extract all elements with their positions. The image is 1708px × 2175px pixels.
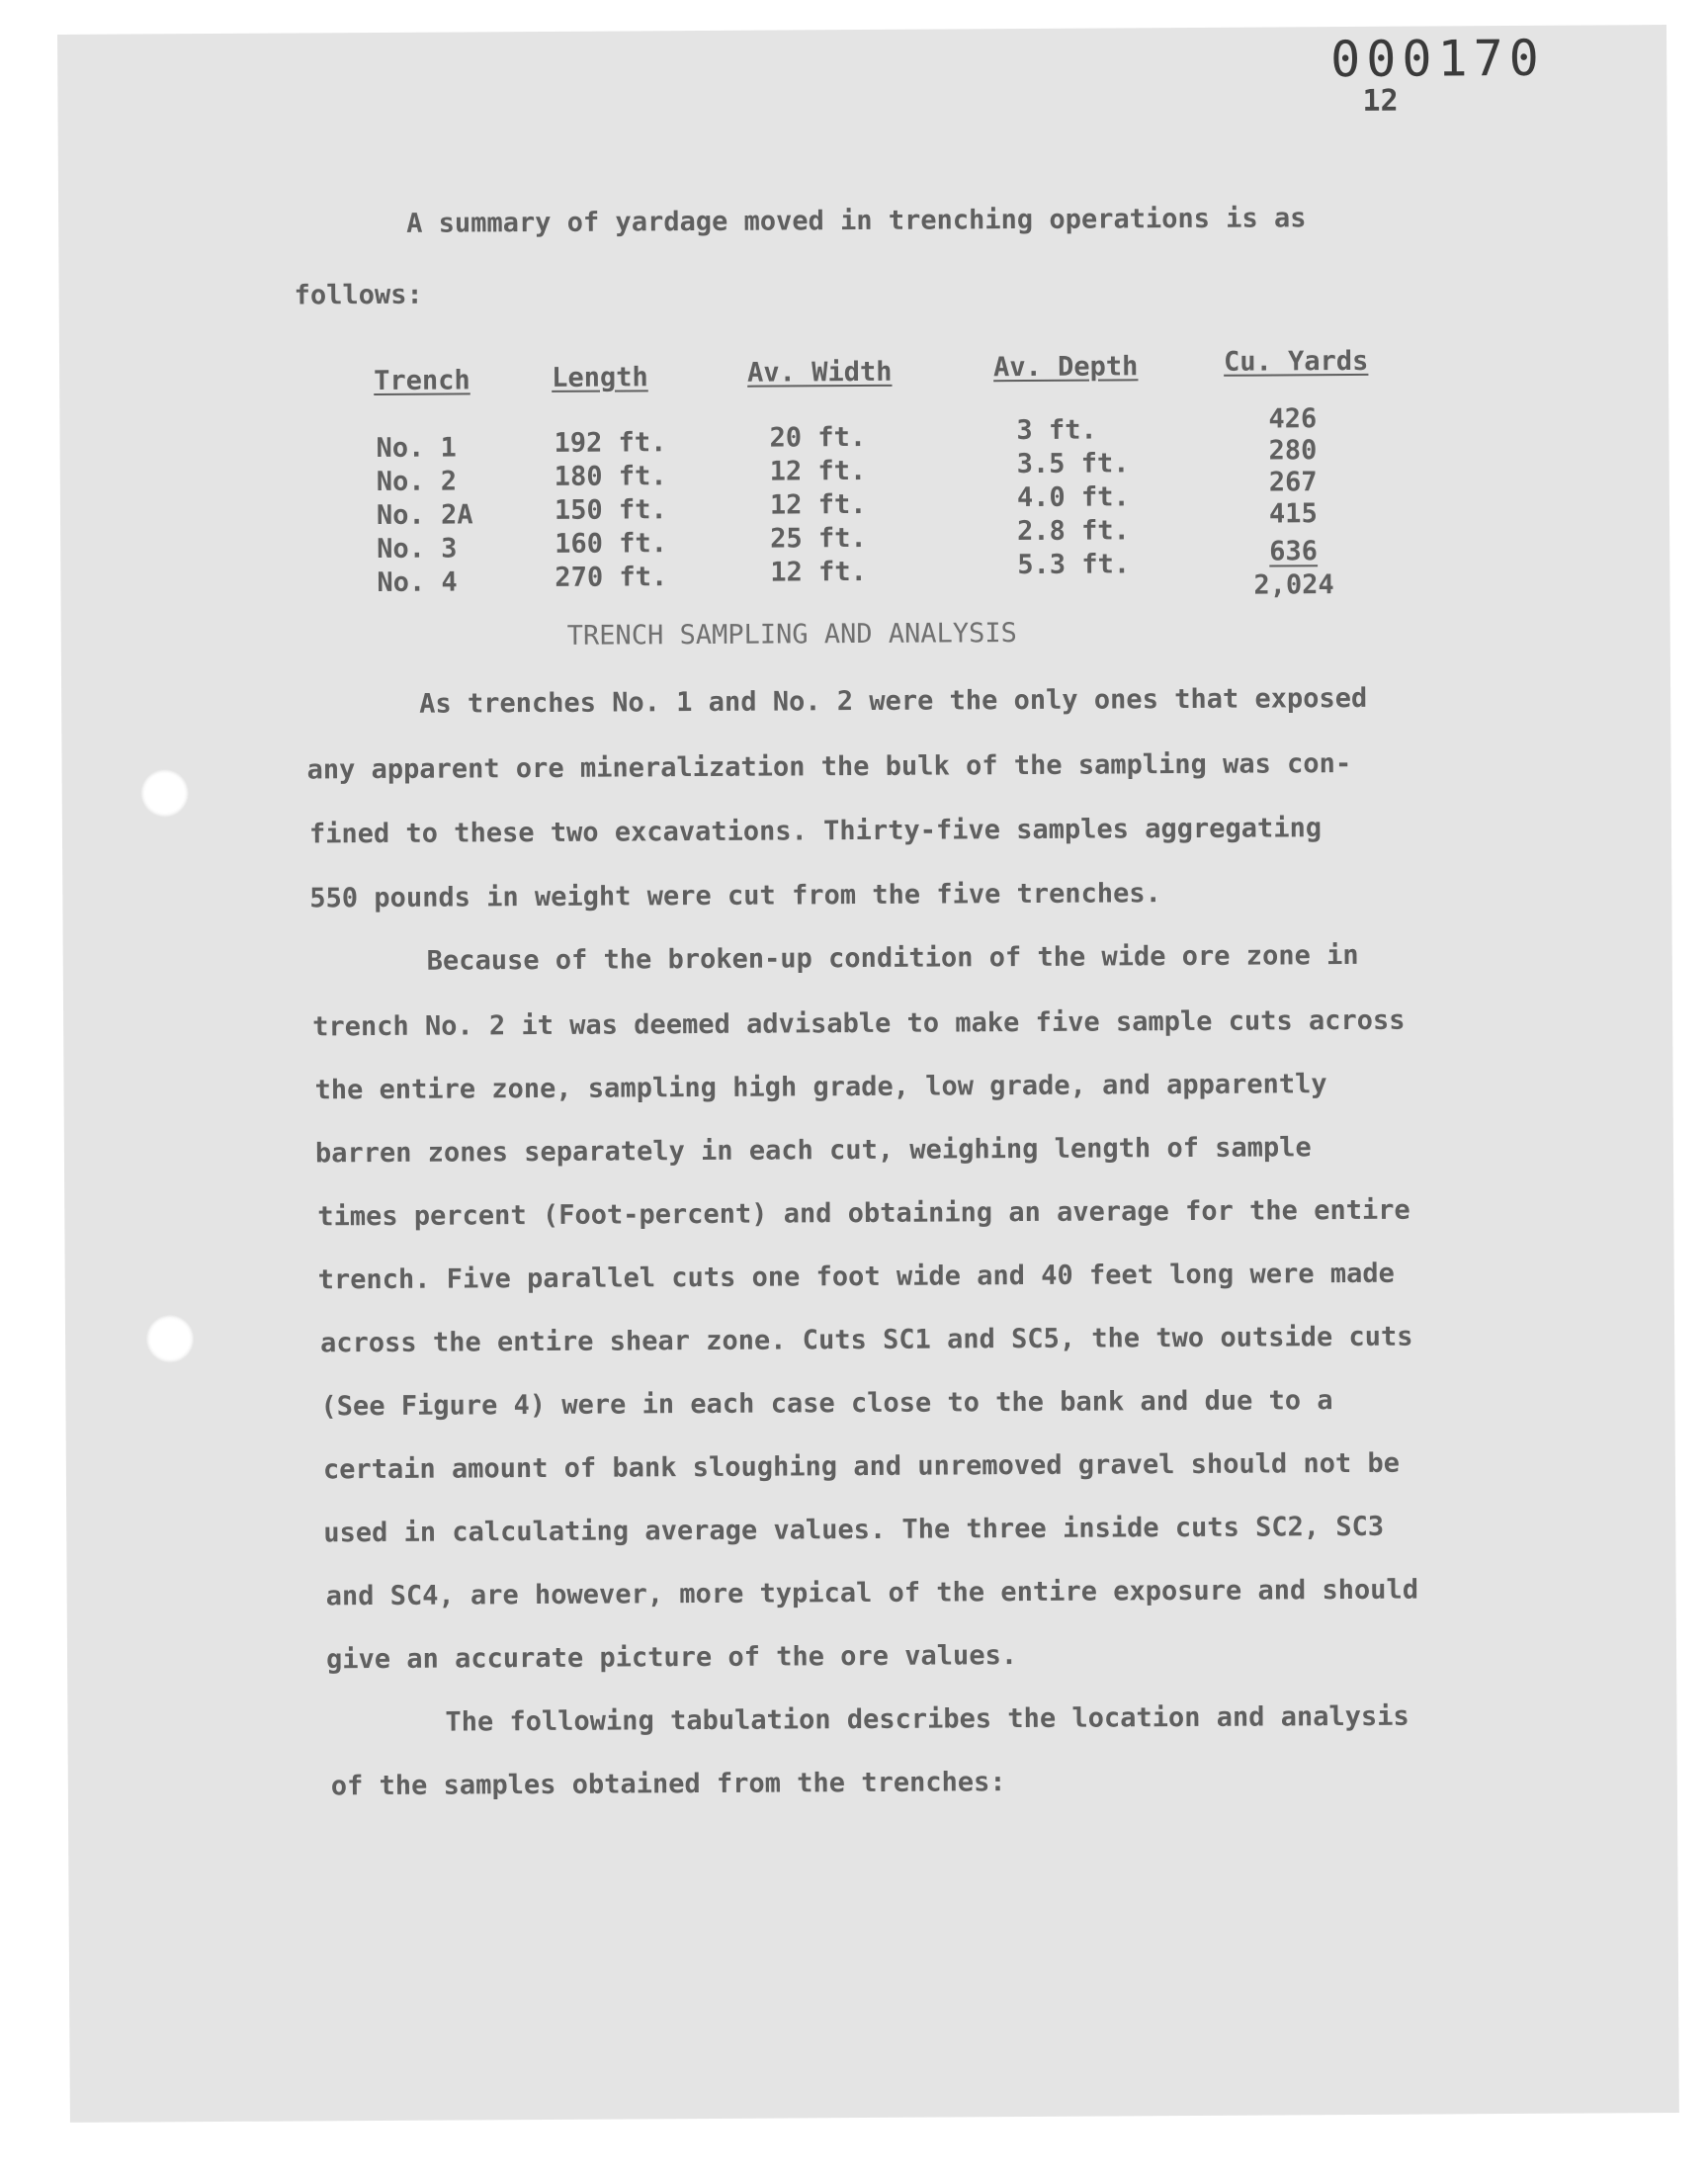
paragraph-line: the entire zone, sampling high grade, low grade, and apparently bbox=[314, 1069, 1327, 1106]
paragraph-line: trench. Five parallel cuts one foot wide and 40 feet long were made bbox=[317, 1258, 1395, 1296]
table-cell: 160 ft. bbox=[555, 528, 668, 560]
table-cell: 2.8 ft. bbox=[1017, 515, 1130, 548]
paragraph-line: of the samples obtained from the trenches: bbox=[330, 1767, 1006, 1802]
paragraph-line: any apparent ore mineralization the bulk of the sampling was con- bbox=[306, 747, 1352, 786]
table-header-cuyards: Cu. Yards bbox=[1223, 345, 1369, 378]
paragraph-line: and SC4, are however, more typical of the entire exposure and should bbox=[325, 1574, 1419, 1612]
paragraph-line: (See Figure 4) were in each case close to the bank and due to a bbox=[320, 1385, 1333, 1423]
table-cell: No. 2A bbox=[376, 499, 473, 532]
yardage-table bbox=[374, 317, 1461, 601]
table-cell: 180 ft. bbox=[554, 461, 667, 492]
paragraph-line: barren zones separately in each cut, weighing length of sample bbox=[314, 1132, 1312, 1170]
table-cell: 3 ft. bbox=[1016, 414, 1097, 447]
table-header-length: Length bbox=[552, 362, 648, 393]
table-cell: 12 ft. bbox=[770, 556, 867, 588]
table-header-width: Av. Width bbox=[747, 356, 893, 389]
table-cell: 20 ft. bbox=[769, 421, 867, 454]
table-cell: 636 bbox=[1269, 536, 1319, 567]
page-number: 12 bbox=[1362, 83, 1399, 119]
table-cell: 426 bbox=[1268, 403, 1318, 435]
table-cell: No. 3 bbox=[377, 533, 458, 566]
intro-line: follows: bbox=[294, 279, 423, 311]
punch-hole-top bbox=[141, 769, 189, 817]
table-header-trench: Trench bbox=[374, 365, 470, 397]
section-heading: TRENCH SAMPLING AND ANALYSIS bbox=[566, 618, 1017, 652]
table-cell: 280 bbox=[1268, 435, 1318, 467]
table-cell: 12 ft. bbox=[769, 488, 867, 521]
table-cell: 5.3 ft. bbox=[1017, 549, 1131, 581]
table-cell: 25 ft. bbox=[770, 522, 867, 555]
table-cell: 270 ft. bbox=[555, 562, 668, 593]
punch-hole-bottom bbox=[146, 1315, 194, 1362]
table-cell: No. 2 bbox=[376, 466, 458, 498]
paragraph-line: Because of the broken-up condition of the wide ore zone in bbox=[426, 939, 1359, 977]
intro-line: A summary of yardage moved in trenching operations is as bbox=[406, 203, 1307, 239]
table-cell: 12 ft. bbox=[769, 455, 867, 487]
paragraph-line: across the entire shear zone. Cuts SC1 and SC5, the two outside cuts bbox=[320, 1321, 1413, 1359]
paragraph-line: fined to these two excavations. Thirty-five samples aggregating bbox=[308, 813, 1323, 850]
paragraph-line: The following tabulation describes the location and analysis bbox=[445, 1700, 1409, 1738]
table-cell: 3.5 ft. bbox=[1016, 448, 1130, 480]
table-header-depth: Av. Depth bbox=[992, 351, 1139, 384]
paragraph-line: trench No. 2 it was deemed advisable to make five sample cuts across bbox=[312, 1004, 1406, 1043]
table-cell: 4.0 ft. bbox=[1016, 481, 1130, 514]
table-total: 2,024 bbox=[1253, 569, 1334, 601]
paragraph-line: times percent (Foot-percent) and obtaining an average for the entire bbox=[317, 1194, 1410, 1233]
table-cell: 150 ft. bbox=[554, 494, 667, 526]
paragraph-line: used in calculating average values. The three inside cuts SC2, SC3 bbox=[323, 1511, 1385, 1549]
paragraph-line: certain amount of bank sloughing and unremoved gravel should not be bbox=[322, 1447, 1401, 1486]
table-cell: No. 1 bbox=[376, 432, 457, 465]
table-cell: No. 4 bbox=[377, 566, 458, 599]
paragraph-line: give an accurate picture of the ore values. bbox=[325, 1640, 1018, 1676]
document-stamp-number: 000170 bbox=[1330, 29, 1545, 89]
table-cell: 192 ft. bbox=[554, 427, 667, 459]
document-page bbox=[57, 25, 1679, 2123]
paragraph-line: 550 pounds in weight were cut from the five trenches. bbox=[309, 878, 1161, 914]
table-cell: 415 bbox=[1268, 498, 1318, 530]
table-cell: 267 bbox=[1268, 467, 1318, 498]
paragraph-line: As trenches No. 1 and No. 2 were the only ones that exposed bbox=[419, 682, 1368, 720]
